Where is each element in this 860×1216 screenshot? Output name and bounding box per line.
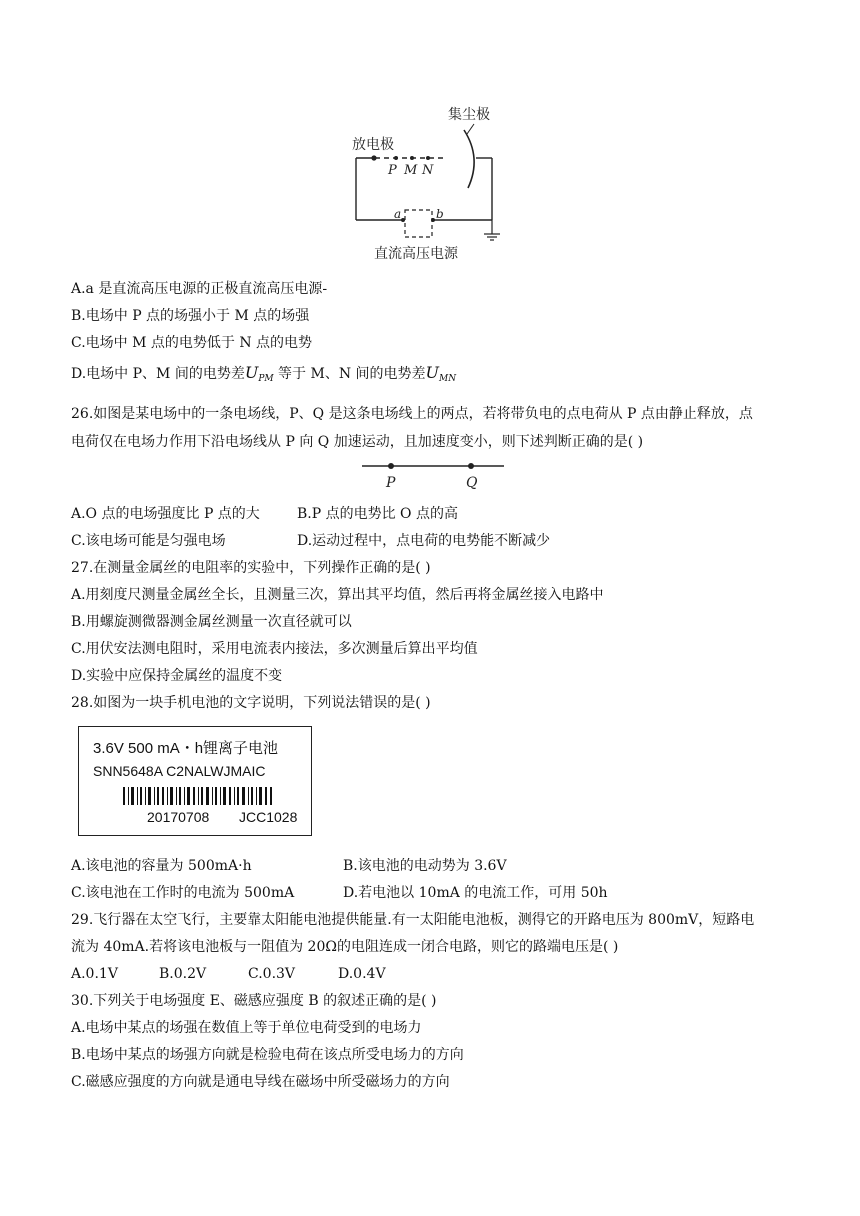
- q26-option-d: D.运动过程中，点电荷的电势能不断减少: [297, 533, 551, 549]
- label-q: Q: [466, 475, 478, 491]
- battery-date: 20170708: [147, 809, 210, 825]
- q29-option-a: A.0.1V: [71, 966, 118, 982]
- q26-option-b: B.P 点的电势比 O 点的高: [297, 506, 458, 522]
- power-source-box: [405, 210, 432, 237]
- q30-option-a: A.电场中某点的场强在数值上等于单位电荷受到的电场力: [71, 1020, 422, 1036]
- q27-option-d: D.实验中应保持金属丝的温度不变: [71, 668, 283, 684]
- point-q-dot: [468, 463, 474, 469]
- q29-stem-line2: 流为 40mA.若将该电池板与一阻值为 20Ω的电阻连成一闭合电路，则它的路端电压是( ): [71, 939, 619, 955]
- q27-option-b: B.用螺旋测微器测金属丝测量一次直径就可以: [71, 614, 352, 630]
- q27-stem: 27.在测量金属丝的电阻率的实验中，下列操作正确的是( ): [71, 560, 431, 576]
- q25-option-b: B.电场中 P 点的场强小于 M 点的场强: [71, 308, 310, 324]
- q28-option-b: B.该电池的电动势为 3.6V: [343, 858, 507, 874]
- discharge-label: 放电极: [352, 137, 394, 153]
- battery-spec-line: 3.6V 500 mA・h锂离子电池: [93, 740, 279, 757]
- q26-option-a: A.O 点的电场强度比 P 点的大: [71, 506, 260, 522]
- label-b: b: [436, 207, 444, 221]
- point-m-dot: [410, 156, 414, 160]
- label-p: P: [388, 163, 397, 178]
- precipitator-circuit-figure: [340, 100, 520, 265]
- q29-option-c: C.0.3V: [248, 966, 296, 982]
- q28-option-d: D.若电池以 10mA 的电流工作，可用 50h: [343, 885, 608, 901]
- q28-option-c: C.该电池在工作时的电流为 500mA: [71, 885, 295, 901]
- q27-option-a: A.用刻度尺测量金属丝全长，且测量三次，算出其平均值，然后再将金属丝接入电路中: [71, 587, 604, 603]
- label-n: N: [422, 163, 434, 178]
- collector-plate: [464, 130, 474, 188]
- battery-label-figure: [78, 726, 312, 836]
- q28-option-a: A.该电池的容量为 500mA·h: [71, 858, 252, 874]
- point-p-dot: [388, 463, 394, 469]
- q26-stem-line2: 电荷仅在电场力作用下沿电场线从 P 向 Q 加速运动，且加速度变小，则下述判断正确的是( ): [71, 434, 644, 450]
- battery-code: JCC1028: [239, 809, 298, 825]
- q28-stem: 28.如图为一块手机电池的文字说明，下列说法错误的是( ): [71, 695, 431, 711]
- q30-option-b: B.电场中某点的场强方向就是检验电荷在该点所受电场力的方向: [71, 1047, 464, 1063]
- source-label: 直流高压电源: [374, 246, 458, 262]
- point-n-dot: [426, 156, 430, 160]
- q29-option-d: D.0.4V: [338, 966, 386, 982]
- q29-option-b: B.0.2V: [159, 966, 207, 982]
- label-a: a: [394, 207, 402, 221]
- label-m: M: [404, 163, 418, 178]
- field-line-figure: [358, 456, 508, 492]
- battery-serial-line: SNN5648A C2NALWJMAIC: [93, 763, 266, 779]
- discharge-electrode-dot: [371, 155, 376, 160]
- q30-stem: 30.下列关于电场强度 E、磁感应强度 B 的叙述正确的是( ): [71, 993, 437, 1009]
- q29-stem-line1: 29.飞行器在太空飞行，主要靠太阳能电池提供能量.有一太阳能电池板，测得它的开路电压为 800mV，短路电: [71, 912, 755, 928]
- label-p: P: [386, 475, 396, 491]
- q26-option-c: C.该电场可能是匀强电场: [71, 533, 226, 549]
- barcode-graphic: [123, 787, 273, 807]
- collector-label: 集尘极: [448, 107, 490, 123]
- q25-option-d: D.电场中 P、M 间的电势差$U_{PM}$ 等于 M、N 间的电势差$U_{MN}$: [71, 363, 457, 384]
- point-p-dot: [394, 156, 398, 160]
- q25-option-c: C.电场中 M 点的电势低于 N 点的电势: [71, 335, 313, 351]
- q25-option-a: A.a 是直流高压电源的正极直流高压电源-: [71, 281, 328, 297]
- q30-option-c: C.磁感应强度的方向就是通电导线在磁场中所受磁场力的方向: [71, 1074, 450, 1090]
- q27-option-c: C.用伏安法测电阻时，采用电流表内接法，多次测量后算出平均值: [71, 641, 478, 657]
- q26-stem-line1: 26.如图是某电场中的一条电场线，P、Q 是这条电场线上的两点，若将带负电的点电荷从 P 点由静止释放，点: [71, 406, 753, 422]
